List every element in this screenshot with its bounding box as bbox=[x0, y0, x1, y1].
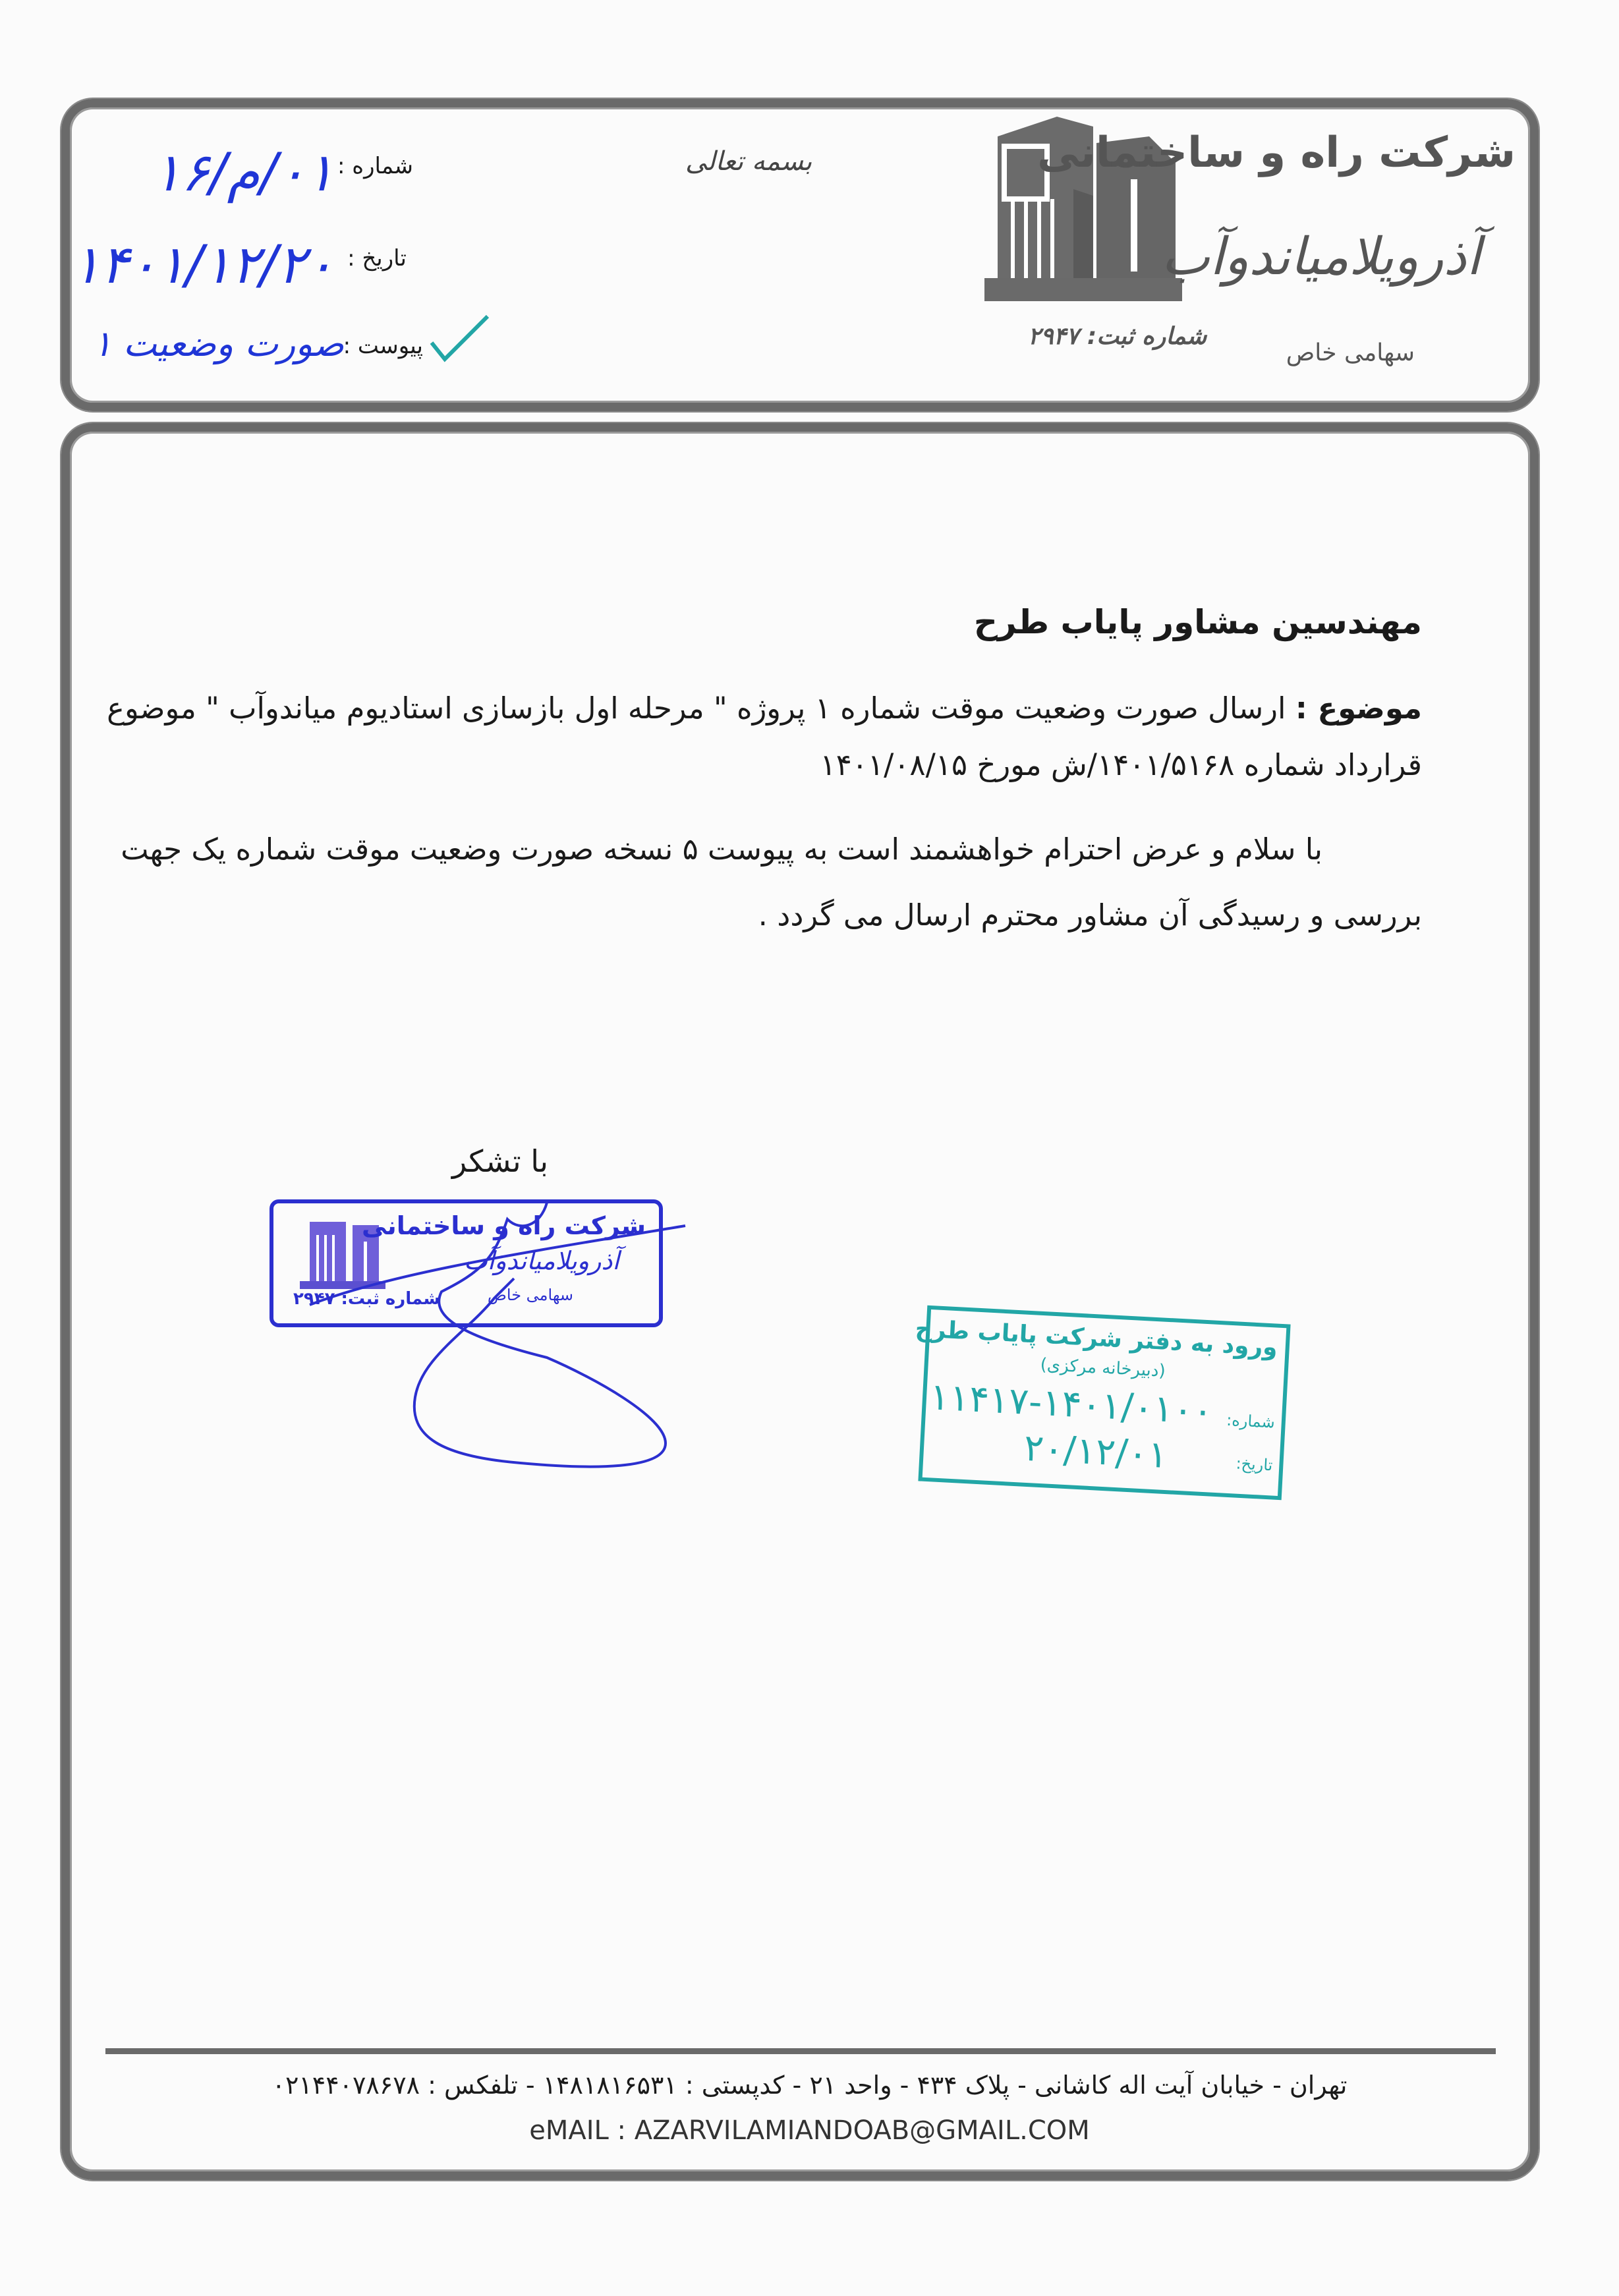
paragraph-line-1: با سلام و عرض احترام خواهشمند است به پیوست ۵ نسخه صورت وضعیت موقت شماره یک جهت bbox=[121, 832, 1322, 867]
subject-line-2: قرارداد شماره ۱۴۰۱/۵۱۶۸/ش مورخ ۱۴۰۱/۰۸/۱۵ bbox=[820, 747, 1422, 782]
stamp-company-name-secondary: آذرویلامیاندوآب bbox=[463, 1246, 619, 1275]
number-value: ۰۱/م/۱۶ bbox=[152, 142, 334, 203]
company-name-secondary: آذرویلامیاندوآب bbox=[1161, 227, 1481, 287]
company-name: شرکت راه و ساختمانی bbox=[1037, 129, 1516, 177]
subject-line-1 bbox=[107, 691, 1422, 726]
invocation: بسمه تعالی bbox=[685, 146, 812, 177]
stamp-company-name: شرکت راه و ساختمانی bbox=[362, 1211, 646, 1240]
paragraph-line-2: بررسی و رسیدگی آن مشاور محترم ارسال می گردد . bbox=[758, 898, 1422, 933]
footer-address: تهران - خیابان آیت اله کاشانی - پلاک ۴۳۴ - واحد ۲۱ - کدپستی : ۱۴۸۱۸۱۶۵۳۱ - تلفکس : ۰۲۱۴۴۰۷۸۶۷۸ bbox=[271, 2071, 1348, 2100]
date-value: ۱۴۰۱/۱۲/۲۰ bbox=[72, 234, 334, 295]
signature bbox=[297, 1199, 705, 1476]
stamp-registration: شماره ثبت: ۲۹۴۷ bbox=[293, 1289, 440, 1309]
stamp-company-type: سهامی خاص bbox=[487, 1286, 573, 1304]
receipt-date-label: تاریخ: bbox=[1235, 1454, 1274, 1475]
date-label: تاریخ : bbox=[347, 245, 407, 272]
closing: با تشکر bbox=[452, 1143, 549, 1179]
receipt-stamp-subtitle: (دبیرخانه مرکزی) bbox=[1040, 1354, 1166, 1381]
footer-divider bbox=[105, 2048, 1496, 2054]
subject-label: موضوع : bbox=[1295, 691, 1422, 726]
registration-number: شماره ثبت: ۲۹۴۷ bbox=[1028, 323, 1207, 350]
receipt-number-value: ۱۱۴۱۷-۱۴۰۱/۰۱۰۰ bbox=[928, 1375, 1214, 1433]
recipient: مهندسین مشاور پایاب طرح bbox=[973, 603, 1422, 641]
receipt-date-value: ۲۰/۱۲/۰۱ bbox=[1023, 1426, 1169, 1478]
receipt-stamp bbox=[914, 1306, 1290, 1501]
checkmark-icon bbox=[428, 313, 491, 362]
footer-email: eMAIL : AZARVILAMIANDOAB@GMAIL.COM bbox=[529, 2115, 1090, 2146]
company-type: سهامی خاص bbox=[1286, 339, 1415, 366]
subject-text: ارسال صورت وضعیت موقت شماره ۱ پروژه " مرحله اول بازسازی استادیوم میاندوآب " موضوع bbox=[107, 691, 1286, 726]
attachment-label: پیوست : bbox=[343, 333, 423, 359]
attachment-value: صورت وضعیت ۱ bbox=[92, 323, 344, 364]
receipt-number-label: شماره: bbox=[1226, 1410, 1276, 1432]
number-label: شماره : bbox=[337, 153, 413, 179]
receipt-stamp-title: ورود به دفتر شرکت پایاب طرح bbox=[914, 1315, 1278, 1362]
